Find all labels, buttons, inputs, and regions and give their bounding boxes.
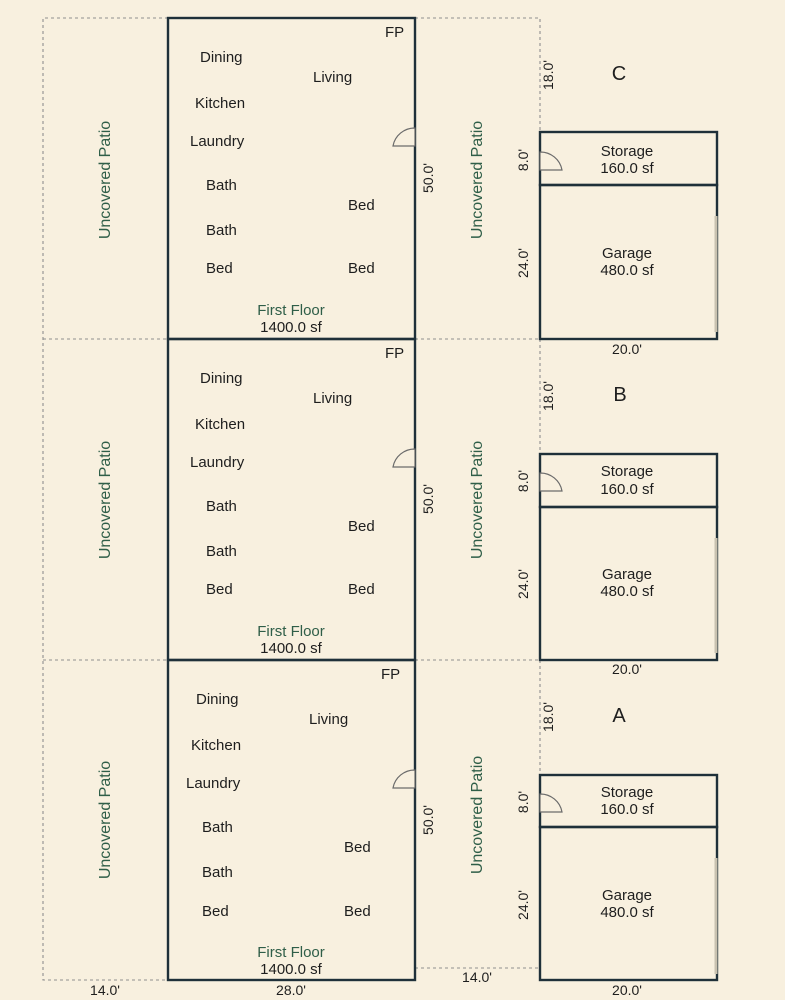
- patio-label-right: Uncovered Patio: [469, 755, 486, 875]
- room-label-dining: Dining: [200, 370, 243, 387]
- entry-door-icon: [393, 449, 415, 467]
- room-label-bath: Bath: [202, 864, 233, 881]
- room-label-bed: Bed: [202, 903, 229, 920]
- room-label-bath: Bath: [206, 222, 237, 239]
- setback-dimension: 18.0': [540, 60, 556, 90]
- site-outline: [43, 18, 540, 980]
- garage-area: 480.0 sf: [600, 262, 654, 279]
- room-label-living: Living: [309, 711, 349, 728]
- garage-width-dimension: 20.0': [612, 341, 642, 357]
- storage-door-icon: [540, 152, 562, 170]
- room-label-bed: Bed: [206, 260, 233, 277]
- patio-label-left: Uncovered Patio: [97, 120, 114, 240]
- room-label-bath: Bath: [206, 543, 237, 560]
- fireplace-label: FP: [385, 24, 405, 41]
- room-label-bath: Bath: [206, 498, 237, 515]
- first-floor-label: First Floor: [257, 944, 325, 961]
- room-label-living: Living: [313, 69, 353, 86]
- room-label-bed: Bed: [348, 197, 375, 214]
- bottom-dimensions: [90, 969, 642, 998]
- first-floor-area: 1400.0 sf: [260, 319, 322, 336]
- patio-label-left: Uncovered Patio: [97, 760, 114, 880]
- garage-label: Garage: [601, 887, 653, 904]
- room-label-bed: Bed: [348, 581, 375, 598]
- storage-depth-dimension: 8.0': [515, 469, 531, 493]
- unit-letter: C: [611, 63, 627, 85]
- unit-letter: B: [613, 384, 627, 406]
- first-floor-area: 1400.0 sf: [260, 640, 322, 657]
- garage-label: Garage: [601, 245, 653, 262]
- setback-dimension: 18.0': [540, 702, 556, 732]
- storage-depth-dimension: 8.0': [515, 148, 531, 172]
- storage-door-icon: [540, 794, 562, 812]
- storage-area: 160.0 sf: [600, 801, 654, 818]
- unit-b: [97, 339, 717, 677]
- entry-door-icon: [393, 770, 415, 788]
- storage-label: Storage: [600, 463, 654, 480]
- first-floor-label: First Floor: [257, 623, 325, 640]
- garage-area: 480.0 sf: [600, 583, 654, 600]
- house-depth-dimension: 50.0': [420, 484, 436, 514]
- fireplace-label: FP: [385, 345, 405, 362]
- room-label-kitchen: Kitchen: [195, 95, 246, 112]
- room-label-bed: Bed: [344, 903, 371, 920]
- room-label-bath: Bath: [202, 819, 233, 836]
- room-label-dining: Dining: [196, 691, 239, 708]
- unit-c: [97, 18, 717, 357]
- garage-width-dimension: 20.0': [612, 661, 642, 677]
- garage-area: 480.0 sf: [600, 904, 654, 921]
- house-depth-dimension: 50.0': [420, 163, 436, 193]
- storage-area: 160.0 sf: [600, 160, 654, 177]
- room-label-laundry: Laundry: [190, 454, 245, 471]
- house-depth-dimension: 50.0': [420, 805, 436, 835]
- room-label-bed: Bed: [348, 260, 375, 277]
- storage-label: Storage: [600, 784, 654, 801]
- patio-label-right: Uncovered Patio: [469, 440, 486, 560]
- garage-depth-dimension: 24.0': [515, 248, 531, 278]
- first-floor-label: First Floor: [257, 302, 325, 319]
- patio-label-right: Uncovered Patio: [469, 120, 486, 240]
- room-label-bed: Bed: [348, 518, 375, 535]
- room-label-laundry: Laundry: [186, 775, 241, 792]
- storage-label: Storage: [600, 143, 654, 160]
- left-patio-width-dimension: 14.0': [90, 982, 120, 998]
- garage-label: Garage: [601, 566, 653, 583]
- room-label-kitchen: Kitchen: [195, 416, 246, 433]
- house-width-dimension: 28.0': [276, 982, 306, 998]
- unit-a: [97, 660, 717, 980]
- entry-door-icon: [393, 128, 415, 146]
- unit-letter: A: [612, 705, 626, 727]
- right-patio-width-dimension: 14.0': [462, 969, 492, 985]
- fireplace-label: FP: [381, 666, 401, 683]
- room-label-bed: Bed: [206, 581, 233, 598]
- garage-width-dimension: 20.0': [612, 982, 642, 998]
- storage-door-icon: [540, 473, 562, 491]
- first-floor-area: 1400.0 sf: [260, 961, 322, 978]
- garage-depth-dimension: 24.0': [515, 569, 531, 599]
- room-label-living: Living: [313, 390, 353, 407]
- room-label-dining: Dining: [200, 49, 243, 66]
- garage-depth-dimension: 24.0': [515, 890, 531, 920]
- room-label-bath: Bath: [206, 177, 237, 194]
- room-label-bed: Bed: [344, 839, 371, 856]
- patio-label-left: Uncovered Patio: [97, 440, 114, 560]
- room-label-laundry: Laundry: [190, 133, 245, 150]
- room-label-kitchen: Kitchen: [191, 737, 242, 754]
- setback-dimension: 18.0': [540, 381, 556, 411]
- storage-depth-dimension: 8.0': [515, 790, 531, 814]
- storage-area: 160.0 sf: [600, 481, 654, 498]
